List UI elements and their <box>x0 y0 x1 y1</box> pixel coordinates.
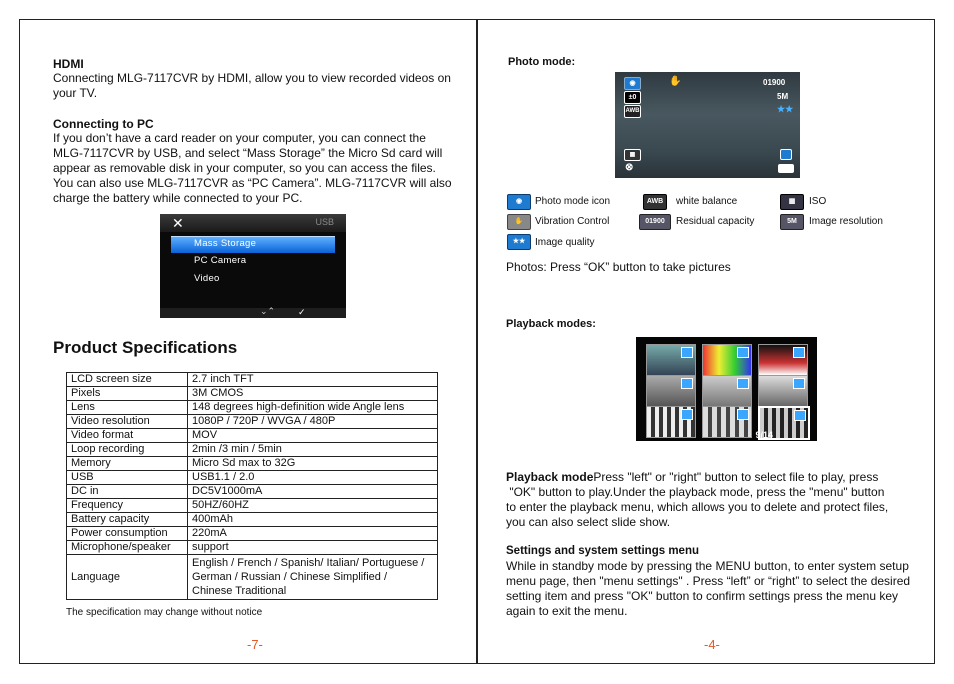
language-line: German / Russian / Chinese Simplified / <box>192 571 388 583</box>
spec-value: 400mAh <box>188 513 438 527</box>
spec-value: 50HZ/60HZ <box>188 499 438 513</box>
table-row <box>67 457 438 471</box>
hdmi-heading: HDMI <box>53 57 84 71</box>
settings-line: setting item and press "OK" button to confirm settings press the menu key <box>506 589 899 603</box>
ev-icon: ±0 <box>624 91 641 104</box>
spec-label: Battery capacity <box>67 513 188 527</box>
table-row <box>67 541 438 555</box>
playback-thumbnail <box>646 406 696 438</box>
iso-icon: ▦ <box>780 194 804 210</box>
spec-value: 1080P / 720P / WVGA / 480P <box>188 415 438 429</box>
spec-value: Micro Sd max to 32G <box>188 457 438 471</box>
usb-menu-item-video: Video <box>194 273 220 284</box>
playback-heading: Playback modes: <box>506 318 596 330</box>
spec-label: Video resolution <box>67 415 188 429</box>
camera-icon: ◉ <box>624 77 641 90</box>
spec-label: Loop recording <box>67 443 188 457</box>
legend-label: Image quality <box>535 237 595 248</box>
table-row <box>67 443 438 457</box>
quality-icon: ★★ <box>507 234 531 250</box>
wrench-icon: ✕ <box>172 215 184 231</box>
playback-line: Press "left" or "right" button to select file to play, press <box>593 470 879 484</box>
spec-value: USB1.1 / 2.0 <box>188 471 438 485</box>
pc-line: If you don’t have a card reader on your computer, you can connect the <box>53 131 426 145</box>
usb-menu-header <box>160 214 346 232</box>
playback-thumbnail <box>758 375 808 407</box>
chevron-updown-icon: ⌄⌃ <box>260 306 276 316</box>
spec-label: Video format <box>67 429 188 443</box>
playback-description-bold: Playback mode <box>506 470 594 484</box>
playback-line: "OK" button to play.Under the playback mode, press the "menu" button <box>506 485 885 499</box>
usb-menu-header-label: USB <box>315 217 334 227</box>
quality-icon: ★★ <box>777 104 794 114</box>
battery-icon <box>778 164 794 173</box>
usb-menu-item-pc-camera: PC Camera <box>194 255 247 266</box>
spec-value-language <box>188 555 438 600</box>
vibration-icon: ✋ <box>507 214 531 230</box>
spec-label: Lens <box>67 401 188 415</box>
table-row <box>67 471 438 485</box>
pc-line: MLG-7117CVR by USB, and select “Mass Storage” the Micro Sd card will <box>53 146 443 160</box>
table-row <box>67 387 438 401</box>
pc-line: charge the battery while connected to your PC. <box>53 191 303 205</box>
settings-line: again to exit the menu. <box>506 604 628 618</box>
playback-thumbnail <box>702 406 752 438</box>
pc-line: appear as removable disk in your computer, so you can access the files. <box>53 161 436 175</box>
language-line: Chinese Traditional <box>192 585 287 597</box>
vibration-icon: ✋ <box>669 76 682 87</box>
table-row <box>67 415 438 429</box>
spec-label: Microphone/speaker <box>67 541 188 555</box>
pc-line: You can also use MLG-7117CVR as “PC Camera”. MLG-7117CVR will also <box>53 176 452 190</box>
photo-mode-heading: Photo mode: <box>508 56 576 68</box>
page-number-right: -4- <box>704 637 720 652</box>
table-row <box>67 527 438 541</box>
playback-counter: 9/14 <box>755 430 773 440</box>
awb-icon: AWB <box>624 105 641 118</box>
legend-label: Image resolution <box>809 216 883 227</box>
spec-value: 2min /3 min / 5min <box>188 443 438 457</box>
usb-menu-item-mass-storage: Mass Storage <box>194 238 257 249</box>
legend-label: white balance <box>676 196 738 207</box>
sd-card-icon <box>780 149 792 160</box>
hdmi-line: Connecting MLG-7117CVR by HDMI, allow you to view recorded videos on <box>53 71 451 85</box>
playback-screen <box>636 337 817 441</box>
spec-label: USB <box>67 471 188 485</box>
spec-label: DC in <box>67 485 188 499</box>
spec-value: 220mA <box>188 527 438 541</box>
playback-description <box>506 470 916 530</box>
playback-thumbnail <box>758 344 808 376</box>
playback-line: you can also select slide show. <box>506 515 671 529</box>
settings-heading: Settings and system settings menu <box>506 545 699 557</box>
table-row <box>67 429 438 443</box>
self-timer-icon: ⊗ <box>625 162 634 173</box>
spec-label: Memory <box>67 457 188 471</box>
spec-value: DC5V1000mA <box>188 485 438 499</box>
counter-readout: 01900 <box>763 78 786 87</box>
table-row <box>67 373 438 387</box>
settings-line: While in standby mode by pressing the MENU button, to enter system setup <box>506 559 909 573</box>
spec-label: Frequency <box>67 499 188 513</box>
photo-mode-screen <box>615 72 800 178</box>
spec-value: 3M CMOS <box>188 387 438 401</box>
language-line: English / French / Spanish/ Italian/ Portuguese / <box>192 557 425 569</box>
table-row <box>67 513 438 527</box>
settings-body <box>506 559 920 619</box>
legend-label: Vibration Control <box>535 216 610 227</box>
spec-value: MOV <box>188 429 438 443</box>
table-row <box>67 555 438 600</box>
page-number-left: -7- <box>247 637 263 652</box>
playback-thumbnail <box>646 375 696 407</box>
hdmi-line: your TV. <box>53 86 98 100</box>
resolution-icon: 5M <box>780 214 804 230</box>
spec-label: Language <box>67 555 188 600</box>
spec-label: Power consumption <box>67 527 188 541</box>
legend-label: Photo mode icon <box>535 196 611 207</box>
check-icon: ✓ <box>298 307 306 317</box>
counter-icon: 01900 <box>639 214 671 230</box>
spec-label: LCD screen size <box>67 373 188 387</box>
spec-label: Pixels <box>67 387 188 401</box>
connecting-pc-heading: Connecting to PC <box>53 117 154 131</box>
hdmi-body <box>53 71 463 101</box>
usb-menu-footer <box>160 308 346 318</box>
connecting-pc-body <box>53 131 463 206</box>
playback-thumbnail <box>646 344 696 376</box>
table-row <box>67 485 438 499</box>
specs-note: The specification may change without notice <box>66 607 263 618</box>
legend-label: ISO <box>809 196 827 207</box>
table-row <box>67 499 438 513</box>
table-row <box>67 401 438 415</box>
playback-thumbnail <box>702 344 752 376</box>
resolution-readout: 5M <box>777 92 789 101</box>
iso-icon: ▦ <box>624 149 641 161</box>
awb-icon: AWB <box>643 194 667 210</box>
legend-label: Residual capacity <box>676 216 755 227</box>
playback-line: to enter the playback menu, which allows you to delete and protect files, <box>506 500 889 514</box>
spec-value: 148 degrees high-definition wide Angle lens <box>188 401 438 415</box>
camera-icon: ◉ <box>507 194 531 210</box>
settings-line: menu page, then "menu settings" . Press “left” or “right” to select the desired <box>506 574 911 588</box>
playback-thumbnail <box>702 375 752 407</box>
spec-value: 2.7 inch TFT <box>188 373 438 387</box>
specs-table <box>66 372 438 600</box>
spec-value: support <box>188 541 438 555</box>
usb-menu-screenshot <box>160 214 346 318</box>
specs-title: Product Specifications <box>53 338 238 357</box>
photo-instruction: Photos: Press “OK” button to take pictures <box>506 260 731 274</box>
